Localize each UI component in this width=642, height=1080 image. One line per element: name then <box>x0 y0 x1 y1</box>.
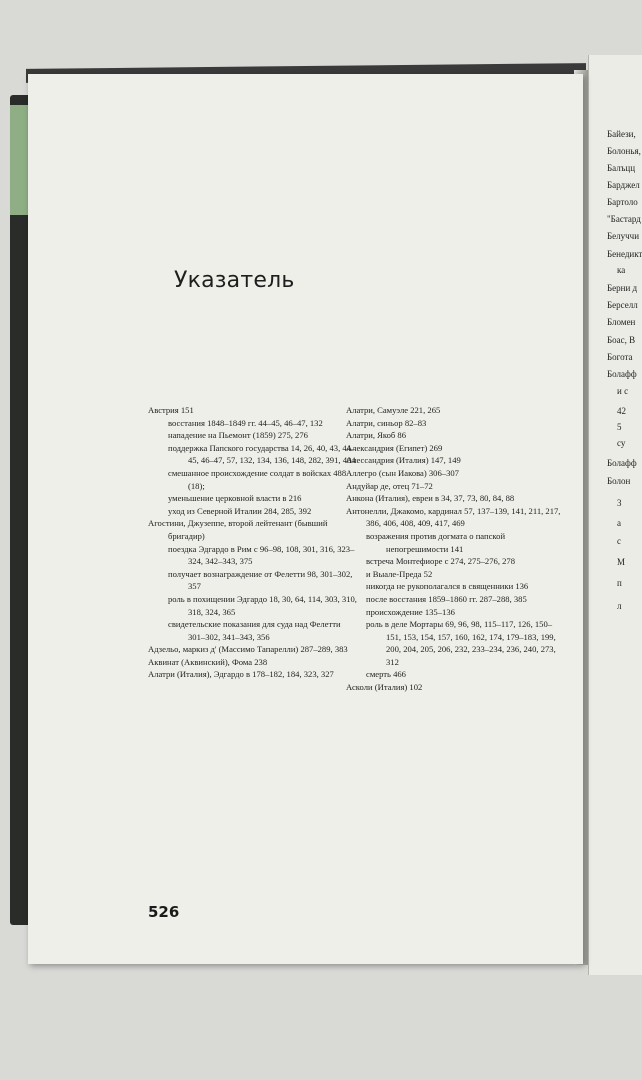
index-subentry: смерть 466 <box>366 669 406 680</box>
index-entry: Андуйар де, отец 71–72 <box>346 480 433 491</box>
index-subentry: уменьшение церковной власти в 216 <box>168 493 302 504</box>
index-entry: Александрия (Египет) 269 <box>346 442 443 453</box>
index-entry: Асколи (Италия) 102 <box>346 682 423 693</box>
index-subentry: свидетельские показания для суда над Фелетти 301–302, 341–343, 356 <box>168 619 341 642</box>
right-page-text-fragment: п <box>617 578 622 588</box>
right-page-text-fragment: Болонья, <box>607 146 641 156</box>
right-page-text-fragment: Байези, <box>607 129 636 139</box>
right-page-text-fragment: л <box>617 601 622 611</box>
page-number: 526 <box>148 903 180 921</box>
right-page-text-fragment: су <box>617 438 626 448</box>
right-page-text-fragment: 42 <box>617 406 626 416</box>
index-subentry: происхождение 135–136 <box>366 606 455 617</box>
index-subentry: нападение на Пьемонт (1859) 275, 276 <box>168 430 308 441</box>
right-page-text-fragment: 3 <box>617 498 622 508</box>
index-subentry: поездка Эдгардо в Рим с 96–98, 108, 301, 316, 323–324, 342–343, 375 <box>168 543 355 567</box>
right-page-text-fragment: "Бастард <box>607 214 641 224</box>
right-page-text-fragment: Бенедикт <box>607 249 642 259</box>
index-entry: Агостини, Джузеппе, второй лейтенант (бывший бригадир) <box>148 518 328 541</box>
index-subentry: получает вознаграждение от Фелетти 98, 301–302, 357 <box>168 568 353 592</box>
index-entry: Адзельо, маркиз д' (Массимо Тапарелли) 287–289, 383 <box>148 644 348 655</box>
right-page-text-fragment: Белуччи <box>607 231 640 241</box>
index-subentry: возражения против догмата о папской непогрешимости 141 <box>366 530 506 554</box>
index-entry: Алатри (Италия), Эдгардо в 178–182, 184, 323, 327 <box>148 669 334 680</box>
index-subentry: восстания 1848–1849 гг. 44–45, 46–47, 132 <box>168 417 323 428</box>
index-subentry: смешанное происхождение солдат в войсках 488 (18); <box>168 467 347 491</box>
index-subentry: роль в деле Мортары 69, 96, 98, 115–117, 126, 150–151, 153, 154, 157, 160, 162, 174, 179–183, 199, 200, 204, 205, 206, 232, 233–234, 236, 240, 273, 312 <box>366 619 556 667</box>
right-page <box>588 55 642 975</box>
index-entry: Алатри, Самуэле 221, 265 <box>346 405 441 415</box>
index-entry: Алессандрия (Италия) 147, 149 <box>346 455 461 466</box>
right-page-text-fragment: Берселл <box>607 300 638 310</box>
index-column-right <box>346 404 566 694</box>
index-subentry: встреча Монтефиоре с 274, 275–276, 278 <box>366 556 516 567</box>
right-page-text-fragment: Берни д <box>607 283 638 293</box>
right-page-text-fragment: Болафф <box>607 369 637 379</box>
index-entry: Антонелли, Джакомо, кардинал 57, 137–139, 141, 211, 217, 386, 406, 408, 409, 417, 469 <box>346 505 561 529</box>
right-page-text-fragment: Барджел <box>607 180 640 190</box>
index-subentry: после восстания 1859–1860 гг. 287–288, 385 <box>366 593 527 604</box>
index-subentry: роль в похищении Эдгардо 18, 30, 64, 114, 303, 310, 318, 324, 365 <box>168 593 357 617</box>
index-subentry: никогда не рукополагался в священники 136 <box>366 581 529 592</box>
index-subentry: уход из Северной Италии 284, 285, 392 <box>168 505 312 516</box>
right-page-text-fragment: Бартоло <box>607 197 638 207</box>
index-column-left <box>148 404 358 681</box>
right-page-text-fragment: 5 <box>617 422 622 432</box>
right-page-text-fragment: Боас, В <box>607 335 636 345</box>
right-page-text-fragment: Богота <box>607 352 633 362</box>
index-entry: Алатри, Якоб 86 <box>346 430 407 441</box>
index-entry: Аллегро (сын Иакова) 306–307 <box>346 467 459 478</box>
index-subentry: поддержка Папского государства 14, 26, 40, 43, 44–45, 46–47, 57, 132, 134, 136, 148, 282, 391, 404 <box>168 442 356 466</box>
right-page-text-fragment: Балъцц <box>607 163 636 173</box>
right-page-text-fragment: ка <box>617 265 626 275</box>
index-entry: Австрия 151 <box>148 405 194 415</box>
right-page-text-fragment: и с <box>617 386 629 396</box>
index-entry: Алатри, синьор 82–83 <box>346 417 427 428</box>
right-page-text-fragment: Болафф <box>607 458 637 468</box>
index-subentry: и Выале-Преда 52 <box>366 568 433 579</box>
right-page-text-fragment: М <box>617 557 626 567</box>
index-entry: Аквинат (Аквинский), Фома 238 <box>148 656 268 667</box>
right-page-text-fragment: с <box>617 536 621 546</box>
page-heading: Указатель <box>174 268 295 293</box>
right-page-text-fragment: Бломен <box>607 317 636 327</box>
cover-edge-green <box>10 105 28 215</box>
right-page-text-fragment: Болон <box>607 476 631 486</box>
right-page-text-fragment: а <box>617 518 621 528</box>
index-entry: Анкона (Италия), евреи в 34, 37, 73, 80, 84, 88 <box>346 493 515 504</box>
